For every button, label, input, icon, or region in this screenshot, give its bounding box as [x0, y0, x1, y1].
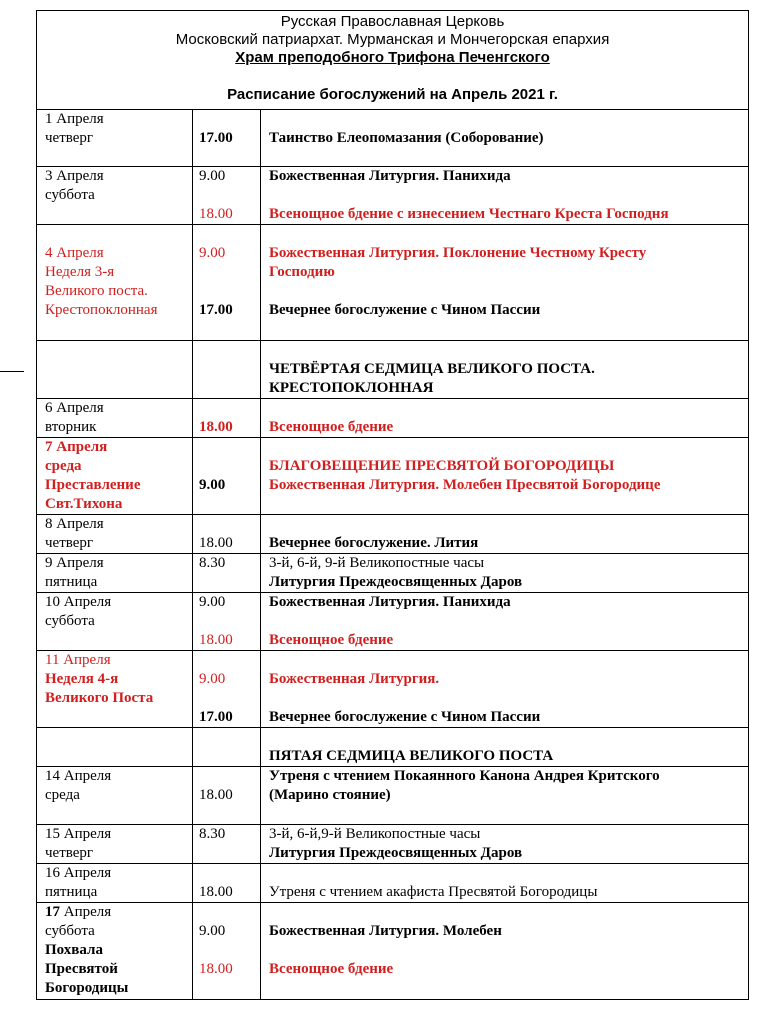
week-heading-row [37, 341, 749, 399]
time: 9.00 [199, 477, 226, 493]
table-row [37, 110, 749, 167]
service: Господию [269, 264, 335, 280]
time: 17.00 [199, 302, 233, 318]
date: 6 Апреля [45, 400, 104, 416]
service: Таинство Елеопомазания (Соборование) [269, 130, 544, 146]
service: Божественная Литургия. Панихида [269, 168, 511, 184]
time: 18.00 [199, 206, 233, 222]
weekday: среда [45, 787, 80, 803]
service: Божественная Литургия. [269, 671, 440, 687]
table-row [37, 515, 749, 554]
time: 9.00 [199, 245, 226, 261]
week-heading: ПЯТАЯ СЕДМИЦА ВЕЛИКОГО ПОСТА [269, 748, 554, 764]
weekday: четверг [45, 535, 94, 551]
feast-name: Великого Поста [45, 690, 154, 706]
time: 18.00 [199, 884, 233, 900]
weekday: суббота [45, 613, 95, 629]
week-heading: КРЕСТОПОКЛОННАЯ [269, 380, 434, 396]
schedule-table [36, 10, 749, 1000]
time: 8.30 [199, 826, 226, 842]
margin-dash [0, 371, 24, 372]
feast-heading: БЛАГОВЕЩЕНИЕ ПРЕСВЯТОЙ БОГОРОДИЦЫ [269, 458, 615, 474]
schedule-title: Расписание богослужений на Апрель 2021 г. [227, 86, 558, 103]
date: 4 Апреля [45, 245, 104, 261]
feast-name: Свт.Тихона [45, 496, 123, 512]
service: Вечернее богослужение. Лития [269, 535, 479, 551]
service: 3-й, 6-й, 9-й Великопостные часы [269, 555, 485, 571]
service: Утреня с чтением Покаянного Канона Андрея Критского [269, 768, 660, 784]
date: 15 Апреля [45, 826, 112, 842]
temple-name: Храм преподобного Трифона Печенгского [235, 49, 550, 66]
feast-name: Пресвятой [45, 961, 118, 977]
schedule-document [36, 10, 748, 1000]
table-row [37, 903, 749, 1000]
service: Божественная Литургия. Панихида [269, 594, 511, 610]
date: 11 Апреля [45, 652, 111, 668]
time: 17.00 [199, 130, 233, 146]
week-heading: ЧЕТВЁРТАЯ СЕДМИЦА ВЕЛИКОГО ПОСТА. [269, 361, 595, 377]
date: 3 Апреля [45, 168, 104, 184]
weekday: пятница [45, 574, 98, 590]
table-row [37, 399, 749, 438]
feast-name: Богородицы [45, 980, 129, 996]
weekday: среда [45, 458, 82, 474]
header-row [37, 11, 749, 110]
date-month: Апреля [60, 904, 112, 920]
service: Всенощное бдение [269, 961, 394, 977]
service: Божественная Литургия. Молебен Пресвятой Богородице [269, 477, 661, 493]
time: 18.00 [199, 632, 233, 648]
week-heading-row [37, 728, 749, 767]
date: 16 Апреля [45, 865, 112, 881]
time: 9.00 [199, 923, 226, 939]
time: 17.00 [199, 709, 233, 725]
weekday: четверг [45, 130, 94, 146]
date [45, 903, 192, 922]
weekday: пятница [45, 884, 98, 900]
table-row [37, 225, 749, 341]
diocese-name: Московский патриархат. Мурманская и Мончегорская епархия [175, 31, 610, 48]
time: 9.00 [199, 671, 226, 687]
service: Вечернее богослужение с Чином Пассии [269, 302, 541, 318]
time: 18.00 [199, 535, 233, 551]
weekday: четверг [45, 845, 94, 861]
date: 10 Апреля [45, 594, 112, 610]
feast-name: Крестопоклонная [45, 302, 158, 318]
service: Всенощное бдение [269, 632, 394, 648]
service: Вечернее богослужение с Чином Пассии [269, 709, 541, 725]
table-row [37, 438, 749, 515]
church-name: Русская Православная Церковь [280, 13, 505, 30]
date-day: 17 [45, 904, 60, 920]
table-row [37, 864, 749, 903]
service: Божественная Литургия. Молебен [269, 923, 502, 939]
date: 8 Апреля [45, 516, 104, 532]
time: 18.00 [199, 961, 233, 977]
weekday: вторник [45, 419, 97, 435]
service: Литургия Преждеосвященных Даров [269, 845, 523, 861]
date: 1 Апреля [45, 111, 104, 127]
table-row [37, 167, 749, 225]
feast-name: Преставление [45, 477, 141, 493]
service: (Марино стояние) [269, 787, 391, 803]
service: 3-й, 6-й,9-й Великопостные часы [269, 826, 481, 842]
service: Утреня с чтением акафиста Пресвятой Богородицы [269, 884, 598, 900]
table-row [37, 767, 749, 825]
date: 14 Апреля [45, 768, 112, 784]
weekday: суббота [45, 923, 95, 939]
feast-name: Похвала [45, 942, 103, 958]
table-row [37, 554, 749, 593]
feast-name: Великого поста. [45, 283, 148, 299]
time: 18.00 [199, 787, 233, 803]
service: Божественная Литургия. Поклонение Честному Кресту [269, 245, 647, 261]
time: 18.00 [199, 419, 233, 435]
time: 9.00 [199, 168, 226, 184]
service: Всенощное бдение [269, 419, 394, 435]
service: Всенощное бдение с изнесением Честнаго Креста Господня [269, 206, 669, 222]
weekday: суббота [45, 187, 95, 203]
service: Литургия Преждеосвященных Даров [269, 574, 523, 590]
time: 8.30 [199, 555, 226, 571]
weekday: Неделя 4-я [45, 671, 119, 687]
table-row [37, 651, 749, 728]
time: 9.00 [199, 594, 226, 610]
table-row [37, 593, 749, 651]
weekday: Неделя 3-я [45, 264, 115, 280]
date: 7 Апреля [45, 439, 108, 455]
date: 9 Апреля [45, 555, 104, 571]
table-row [37, 825, 749, 864]
